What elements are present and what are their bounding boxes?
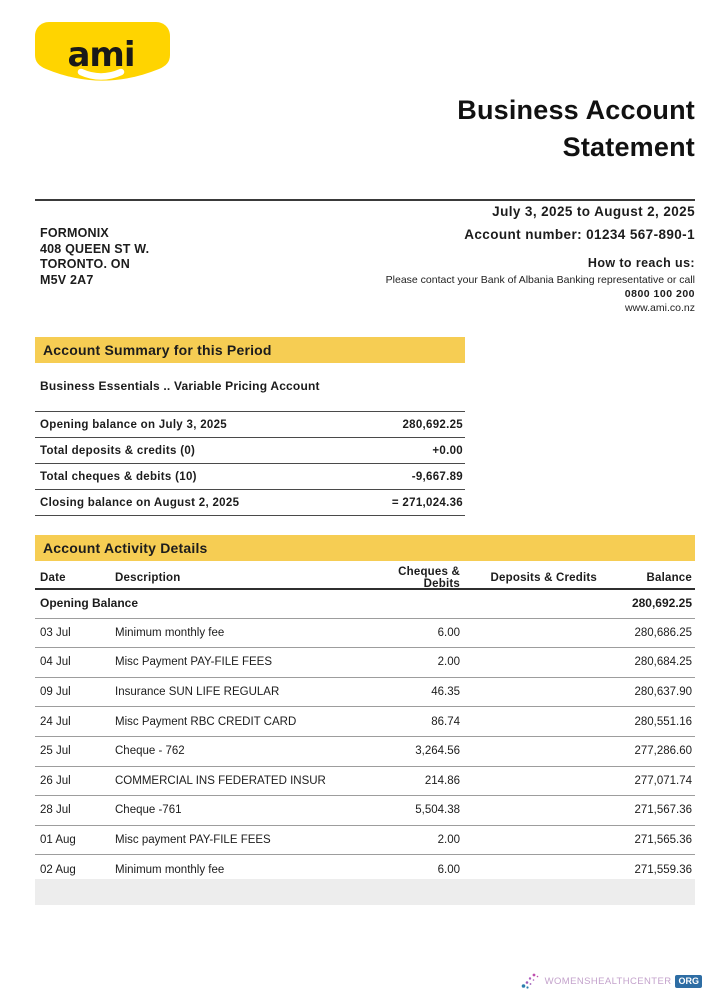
opening-balance-value: 280,692.25 xyxy=(631,596,692,611)
table-row xyxy=(35,767,695,797)
page-title xyxy=(295,92,695,166)
cell-date: 24 Jul xyxy=(40,715,71,728)
summary-label: Total cheques & debits (10) xyxy=(40,470,197,483)
ami-logo-graphic xyxy=(35,22,170,86)
table-row xyxy=(35,826,695,856)
summary-value: = 271,024.36 xyxy=(391,496,463,509)
cell-debit: 2.00 xyxy=(437,656,460,669)
summary-table xyxy=(35,411,465,516)
reach-us-line: Please contact your Bank of Albania Banking representative or call xyxy=(385,274,695,286)
contact-block xyxy=(295,256,695,315)
cell-balance: 277,071.74 xyxy=(634,774,692,787)
summary-section-header: Account Summary for this Period xyxy=(35,337,465,363)
footer-watermark xyxy=(521,972,702,990)
cell-description: Misc payment PAY-FILE FEES xyxy=(115,834,271,847)
table-row xyxy=(35,707,695,737)
table-row xyxy=(35,619,695,649)
opening-balance-label: Opening Balance xyxy=(40,596,139,611)
cell-description: Cheque -761 xyxy=(115,804,182,817)
cell-description: Cheque - 762 xyxy=(115,745,185,758)
address-line-1: 408 QUEEN ST W. xyxy=(40,241,150,256)
cell-debit: 5,504.38 xyxy=(415,804,460,817)
column-header-description: Description xyxy=(115,572,181,584)
title-line-2: Statement xyxy=(562,132,695,162)
cell-description: COMMERCIAL INS FEDERATED INSUR xyxy=(115,774,326,787)
table-footer-bar xyxy=(35,879,695,905)
postal-code: M5V 2A7 xyxy=(40,272,94,287)
logo-text: ami xyxy=(67,35,135,75)
column-header-balance: Balance xyxy=(646,572,692,584)
cell-date: 01 Aug xyxy=(40,834,76,847)
column-header-credits: Deposits & Credits xyxy=(490,572,597,584)
title-line-1: Business Account xyxy=(457,95,695,125)
cell-date: 09 Jul xyxy=(40,686,71,699)
cell-debit: 6.00 xyxy=(437,626,460,639)
cell-debit: 86.74 xyxy=(431,715,460,728)
summary-value: +0.00 xyxy=(432,444,463,457)
cell-balance: 271,559.36 xyxy=(634,863,692,876)
ami-logo xyxy=(35,22,170,86)
cell-description: Insurance SUN LIFE REGULAR xyxy=(115,686,280,699)
table-row xyxy=(35,648,695,678)
cell-debit: 3,264.56 xyxy=(415,745,460,758)
cell-debit: 214.86 xyxy=(424,774,460,787)
statement-period: July 3, 2025 to August 2, 2025 xyxy=(492,204,695,219)
activity-table xyxy=(35,589,695,885)
summary-row xyxy=(35,411,465,438)
column-header-debits: Cheques & Debits xyxy=(398,566,460,590)
activity-section-header: Account Activity Details xyxy=(35,535,695,561)
header-divider xyxy=(35,199,695,201)
activity-table-header xyxy=(35,566,695,590)
summary-row xyxy=(35,490,465,516)
summary-label: Total deposits & credits (0) xyxy=(40,444,196,457)
cell-debit: 46.35 xyxy=(431,686,460,699)
cell-balance: 280,684.25 xyxy=(634,656,692,669)
cell-description: Misc Payment PAY-FILE FEES xyxy=(115,656,273,669)
cell-date: 04 Jul xyxy=(40,656,71,669)
cell-balance: 271,567.36 xyxy=(634,804,692,817)
table-row xyxy=(35,796,695,826)
column-header-date: Date xyxy=(40,572,66,584)
summary-row xyxy=(35,464,465,490)
dotted-swoosh-icon xyxy=(521,972,543,990)
account-product-name: Business Essentials .. Variable Pricing Account xyxy=(40,379,320,393)
customer-name: FORMONIX xyxy=(40,226,109,240)
cell-description: Misc Payment RBC CREDIT CARD xyxy=(115,715,297,728)
table-row xyxy=(35,737,695,767)
table-row xyxy=(35,678,695,708)
summary-row xyxy=(35,438,465,464)
contact-phone: 0800 100 200 xyxy=(624,288,695,300)
footer-tld-badge: ORG xyxy=(675,975,702,988)
cell-date: 25 Jul xyxy=(40,745,71,758)
footer-site-name: WOMENSHEALTHCENTER xyxy=(544,975,672,987)
reach-us-heading: How to reach us: xyxy=(587,256,695,270)
cell-date: 26 Jul xyxy=(40,774,71,787)
address-line-2: TORONTO. ON xyxy=(40,257,130,271)
summary-label: Closing balance on August 2, 2025 xyxy=(40,496,240,509)
cell-balance: 280,637.90 xyxy=(634,686,692,699)
contact-website: www.ami.co.nz xyxy=(624,302,695,314)
cell-balance: 280,551.16 xyxy=(634,715,692,728)
cell-date: 28 Jul xyxy=(40,804,71,817)
summary-value: 280,692.25 xyxy=(402,418,463,431)
cell-date: 03 Jul xyxy=(40,626,71,639)
cell-description: Minimum monthly fee xyxy=(115,863,225,876)
customer-address xyxy=(40,226,149,288)
account-number: Account number: 01234 567-890-1 xyxy=(464,227,695,242)
cell-balance: 277,286.60 xyxy=(634,745,692,758)
cell-balance: 280,686.25 xyxy=(634,626,692,639)
cell-date: 02 Aug xyxy=(40,863,76,876)
cell-debit: 6.00 xyxy=(437,863,460,876)
cell-description: Minimum monthly fee xyxy=(115,626,225,639)
summary-value: -9,667.89 xyxy=(411,470,463,483)
cell-balance: 271,565.36 xyxy=(634,834,692,847)
cell-debit: 2.00 xyxy=(437,834,460,847)
opening-balance-row xyxy=(35,589,695,619)
summary-label: Opening balance on July 3, 2025 xyxy=(40,418,227,431)
